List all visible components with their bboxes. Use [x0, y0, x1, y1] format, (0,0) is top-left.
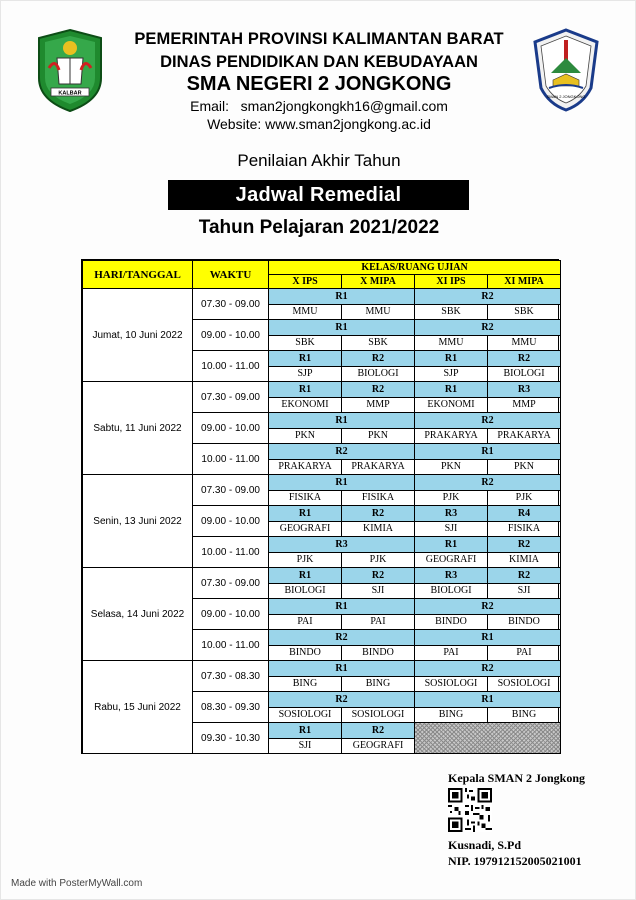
subtitle: Penilaian Akhir Tahun [237, 151, 401, 170]
subject-cell: BIOLOGI [342, 366, 415, 382]
header-class: XI IPS [415, 275, 488, 289]
subject-cell: MMU [415, 335, 488, 351]
room-cell: R2 [415, 413, 561, 429]
room-cell: R1 [269, 351, 342, 367]
time-cell: 09.00 - 10.00 [193, 599, 269, 630]
time-cell: 08.30 - 09.30 [193, 692, 269, 723]
room-cell: R1 [415, 692, 561, 708]
time-cell: 10.00 - 11.00 [193, 444, 269, 475]
subject-cell: SJI [488, 583, 561, 599]
svg-text:SMAN 2 JONGKONG: SMAN 2 JONGKONG [546, 94, 586, 99]
room-cell: R1 [415, 351, 488, 367]
room-cell: R1 [415, 630, 561, 646]
room-cell: R2 [269, 630, 415, 646]
subject-cell: BINDO [342, 645, 415, 661]
subject-cell: FISIKA [488, 521, 561, 537]
subject-cell: SOSIOLOGI [342, 707, 415, 723]
room-cell: R2 [342, 351, 415, 367]
subject-cell: EKONOMI [269, 397, 342, 413]
room-cell: R2 [488, 351, 561, 367]
schedule-table [82, 260, 561, 754]
time-cell: 07.30 - 08.30 [193, 661, 269, 692]
header-day: HARI/TANGGAL [83, 261, 193, 289]
subject-cell: BINDO [415, 614, 488, 630]
subject-cell: PAI [488, 645, 561, 661]
time-cell: 09.00 - 10.00 [193, 506, 269, 537]
room-cell: R2 [269, 692, 415, 708]
subject-cell: PRAKARYA [415, 428, 488, 444]
room-row [83, 289, 561, 305]
room-cell: R2 [415, 475, 561, 491]
school-website: Website: www.sman2jongkong.ac.id [207, 116, 431, 132]
subject-cell: PKN [269, 428, 342, 444]
subject-cell: SBK [269, 335, 342, 351]
subject-cell: SJP [415, 366, 488, 382]
header-class: X MIPA [342, 275, 415, 289]
room-cell: R2 [488, 537, 561, 553]
provincial-emblem-logo [35, 28, 105, 113]
time-cell: 10.00 - 11.00 [193, 351, 269, 382]
subject-cell: BING [342, 676, 415, 692]
subject-cell: BING [415, 707, 488, 723]
subject-cell: BINDO [488, 614, 561, 630]
time-cell: 07.30 - 09.00 [193, 382, 269, 413]
room-cell: R1 [269, 599, 415, 615]
room-cell: R3 [415, 568, 488, 584]
subject-cell: PAI [342, 614, 415, 630]
subject-cell: PJK [342, 552, 415, 568]
empty-cell [415, 723, 561, 754]
subject-cell: PJK [488, 490, 561, 506]
subject-cell: PRAKARYA [488, 428, 561, 444]
room-cell: R1 [269, 661, 415, 677]
room-row [83, 568, 561, 584]
time-cell: 09.00 - 10.00 [193, 413, 269, 444]
time-cell: 10.00 - 11.00 [193, 537, 269, 568]
subject-cell: KIMIA [488, 552, 561, 568]
room-cell: R2 [269, 444, 415, 460]
subject-cell: MMU [488, 335, 561, 351]
subject-cell: BIOLOGI [269, 583, 342, 599]
watermark: Made with PosterMyWall.com [11, 878, 143, 889]
subject-cell: BIOLOGI [415, 583, 488, 599]
subject-cell: GEOGRAFI [415, 552, 488, 568]
day-cell: Selasa, 14 Juni 2022 [83, 568, 193, 661]
room-cell: R1 [415, 444, 561, 460]
subject-cell: EKONOMI [415, 397, 488, 413]
subject-cell: BINDO [269, 645, 342, 661]
subject-cell: SOSIOLOGI [488, 676, 561, 692]
room-cell: R3 [488, 382, 561, 398]
subject-cell: PJK [415, 490, 488, 506]
page-title: Jadwal Remedial [168, 180, 469, 210]
room-cell: R1 [415, 382, 488, 398]
school-email: Email: sman2jongkongkh16@gmail.com [190, 98, 448, 114]
room-cell: R1 [269, 320, 415, 336]
signature-nip: NIP. 197912152005021001 [448, 854, 582, 868]
room-cell: R1 [269, 568, 342, 584]
day-cell: Jumat, 10 Juni 2022 [83, 289, 193, 382]
room-cell: R1 [269, 723, 342, 739]
room-cell: R1 [269, 475, 415, 491]
subject-cell: PKN [342, 428, 415, 444]
subject-cell: SBK [415, 304, 488, 320]
header-class: XI MIPA [488, 275, 561, 289]
subject-cell: MMP [342, 397, 415, 413]
signature-name: Kusnadi, S.Pd [448, 838, 522, 852]
school-name: SMA NEGERI 2 JONGKONG [186, 73, 452, 95]
subject-cell: PKN [488, 459, 561, 475]
subject-cell: FISIKA [342, 490, 415, 506]
day-cell: Senin, 13 Juni 2022 [83, 475, 193, 568]
room-row [83, 382, 561, 398]
subject-cell: SJI [269, 738, 342, 754]
room-cell: R4 [488, 506, 561, 522]
time-cell: 10.00 - 11.00 [193, 630, 269, 661]
subject-cell: MMU [269, 304, 342, 320]
subject-cell: BING [488, 707, 561, 723]
school-emblem-logo [531, 28, 601, 113]
room-cell: R2 [342, 382, 415, 398]
signature-title: Kepala SMAN 2 Jongkong [448, 771, 586, 785]
room-cell: R2 [415, 661, 561, 677]
subject-cell: PKN [415, 459, 488, 475]
header-line-2: DINAS PENDIDIKAN DAN KEBUDAYAAN [160, 53, 478, 71]
subject-cell: KIMIA [342, 521, 415, 537]
subject-cell: MMU [342, 304, 415, 320]
subject-cell: SBK [342, 335, 415, 351]
qr-code-icon [448, 788, 492, 832]
schedule-table-container [81, 259, 559, 754]
subject-cell: BIOLOGI [488, 366, 561, 382]
subject-cell: SJI [342, 583, 415, 599]
subject-cell: SBK [488, 304, 561, 320]
room-cell: R2 [415, 320, 561, 336]
header-line-1: PEMERINTAH PROVINSI KALIMANTAN BARAT [134, 30, 504, 48]
room-cell: R2 [342, 506, 415, 522]
subject-cell: SJI [415, 521, 488, 537]
subject-cell: BING [269, 676, 342, 692]
header-class-group: KELAS/RUANG UJIAN [269, 261, 561, 275]
subject-cell: SOSIOLOGI [269, 707, 342, 723]
subject-cell: MMP [488, 397, 561, 413]
room-cell: R1 [269, 289, 415, 305]
subject-cell: PRAKARYA [342, 459, 415, 475]
day-cell: Rabu, 15 Juni 2022 [83, 661, 193, 754]
academic-year: Tahun Pelajaran 2021/2022 [198, 217, 440, 238]
room-cell: R2 [342, 568, 415, 584]
room-cell: R2 [415, 289, 561, 305]
room-cell: R3 [415, 506, 488, 522]
subject-cell: GEOGRAFI [269, 521, 342, 537]
subject-cell: FISIKA [269, 490, 342, 506]
header-time: WAKTU [193, 261, 269, 289]
time-cell: 07.30 - 09.00 [193, 475, 269, 506]
subject-cell: PAI [415, 645, 488, 661]
subject-cell: PJK [269, 552, 342, 568]
room-cell: R2 [415, 599, 561, 615]
subject-cell: SOSIOLOGI [415, 676, 488, 692]
subject-cell: SJP [269, 366, 342, 382]
room-cell: R2 [488, 568, 561, 584]
room-cell: R1 [269, 382, 342, 398]
table-header-row [83, 261, 561, 275]
room-row [83, 475, 561, 491]
time-cell: 07.30 - 09.00 [193, 568, 269, 599]
time-cell: 07.30 - 09.00 [193, 289, 269, 320]
room-cell: R1 [415, 537, 488, 553]
subject-cell: PAI [269, 614, 342, 630]
room-cell: R3 [269, 537, 415, 553]
day-cell: Sabtu, 11 Juni 2022 [83, 382, 193, 475]
room-row [83, 661, 561, 677]
subject-cell: GEOGRAFI [342, 738, 415, 754]
room-cell: R2 [342, 723, 415, 739]
svg-text:KALBAR: KALBAR [58, 90, 82, 97]
subject-cell: PRAKARYA [269, 459, 342, 475]
room-cell: R1 [269, 413, 415, 429]
header-class: X IPS [269, 275, 342, 289]
time-cell: 09.00 - 10.00 [193, 320, 269, 351]
time-cell: 09.30 - 10.30 [193, 723, 269, 754]
room-cell: R1 [269, 506, 342, 522]
